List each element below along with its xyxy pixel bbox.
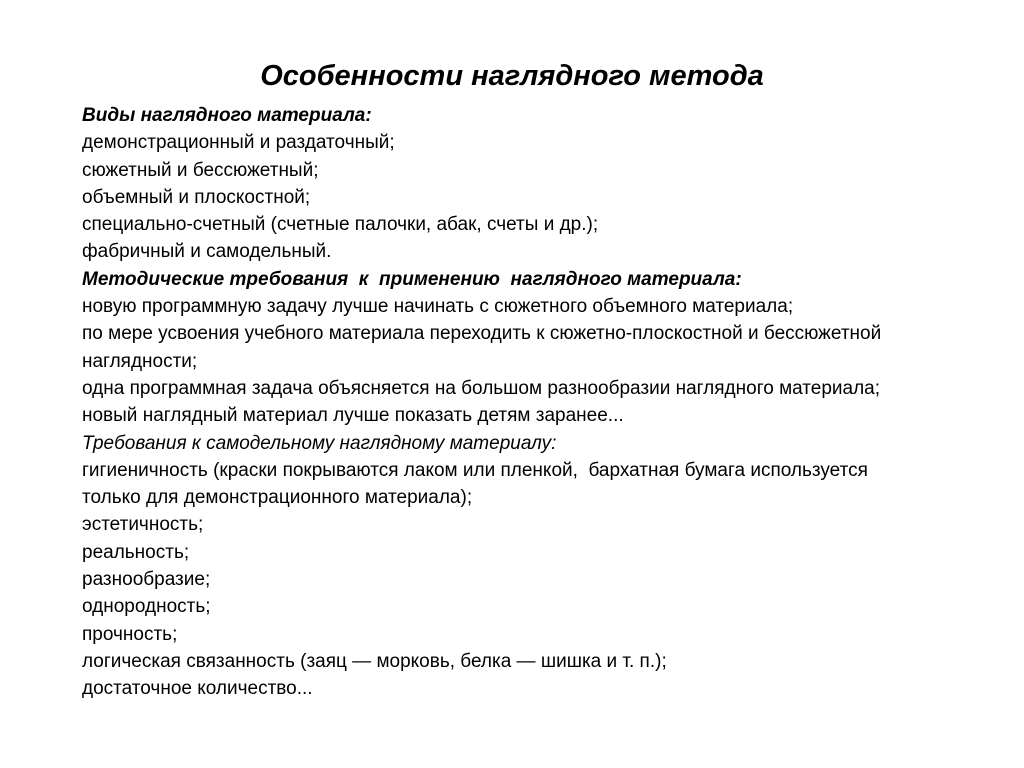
section-heading-material-types: Виды наглядного материала: (82, 105, 372, 126)
list-item: разнообразие; (82, 569, 211, 591)
list-item: наглядности; (82, 350, 198, 372)
list-item: демонстрационный и раздаточный; (82, 132, 395, 154)
list-item: одна программная задача объясняется на большом разнообразии наглядного материала; (82, 377, 881, 399)
list-item: новую программную задачу лучше начинать с сюжетного объемного материала; (82, 296, 794, 318)
list-item: новый наглядный материал лучше показать детям заранее... (82, 405, 624, 427)
list-item: гигиеничность (краски покрываются лаком или пленкой, бархатная бумага используется (82, 459, 868, 481)
list-item: фабричный и самодельный. (82, 241, 332, 263)
list-item: эстетичность; (82, 514, 204, 536)
list-item: прочность; (82, 623, 178, 645)
list-item: логическая связанность (заяц — морковь, белка — шишка и т. п.); (82, 650, 667, 672)
list-item: однородность; (82, 596, 211, 618)
list-item: реальность; (82, 541, 190, 563)
section-heading-homemade-requirements: Требования к самодельному наглядному материалу: (82, 432, 557, 454)
list-item: объемный и плоскостной; (82, 186, 311, 208)
list-item: специально-счетный (счетные палочки, абак, счеты и др.); (82, 214, 599, 236)
list-item: достаточное количество... (82, 678, 313, 700)
list-item: по мере усвоения учебного материала переходить к сюжетно-плоскостной и бессюжетной (82, 323, 882, 345)
list-item: сюжетный и бессюжетный; (82, 159, 319, 181)
slide-title: Особенности наглядного метода (260, 60, 764, 92)
list-item: только для демонстрационного материала); (82, 487, 473, 509)
section-heading-methodical-requirements: Методические требования к применению наглядного материала: (82, 268, 742, 290)
slide-body (82, 102, 982, 703)
